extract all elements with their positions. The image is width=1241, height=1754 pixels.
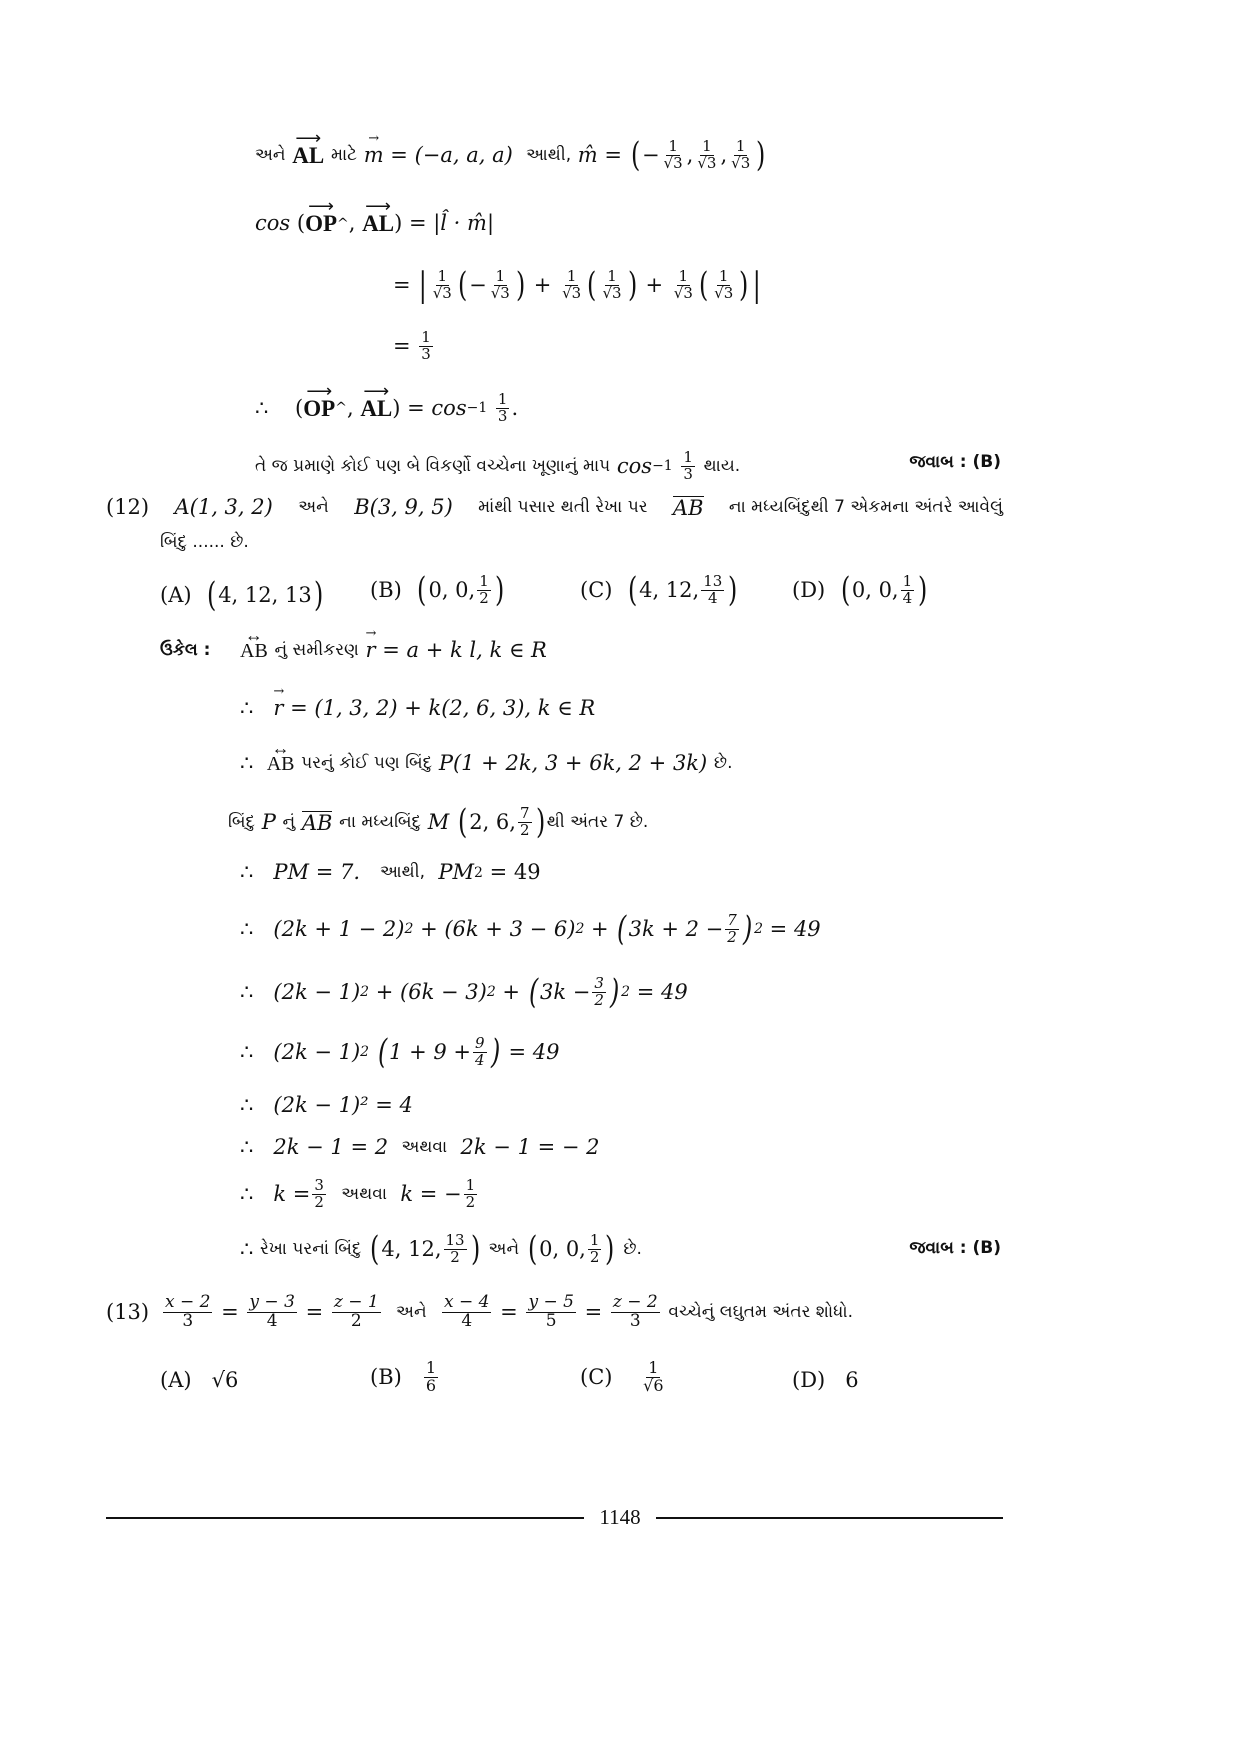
footer-rule-right [656,1517,1003,1519]
q12-solution-line1: ઉકેલ : ↔ AB નું સમીકરણ → r = a + k l, k ∈ R [160,624,547,662]
q13-option-d: (D) 6 [792,1368,859,1392]
q12-step4: બિંદુ P નું AB ના મધ્યબિંદુ M ( 2, 6, $\frac{7}{2}$ ) થી અંતર 7 છે. [228,802,649,842]
q12-step5: ∴ PM = 7. આથી, PM 2 = 49 [240,860,541,884]
q12-step3: ∴ ↔ AB પરનું કોઈ પણ બિંદુ P(1 + 2k, 3 + 6k, 2 + 3k) છે. [240,737,733,775]
q13-option-c: (C) $\frac{1}{√6}$ [580,1358,664,1395]
q13-option-a: (A) √6 [160,1368,239,1392]
line-conclusion: તે જ પ્રમાણે કોઈ પણ બે વિકર્ણો વચ્ચેના ખૂણાનું માપ cos −1 $\frac{1}{3}$ થાય. [255,448,741,483]
q12-step7: ∴ (2k − 1) 2 + (6k − 3) 2 + ( 3k − $\frac{3}{2}$ ) 2 = 49 [240,972,688,1012]
answer-q12: જવાબ : (B) [909,1238,1001,1258]
q13-line1: (13) $\frac{x - 2}{3}$ = $\frac{y - 3}{4}$ = $\frac{z - 1}{2}$ અને $\frac{x - 4}{4}$ = $\frac{y - 5}{5}$ = $\frac{z - 2}{3}$ વચ્ચેનું લઘુતમ અંતર શોધો. [106,1292,854,1331]
q12-step11: ∴ k = $\frac{3}{2}$ અથવા k = − $\frac{1}{2}$ [240,1176,476,1211]
q12-option-b: (B) ( 0, 0, $\frac{1}{2}$ ) [370,570,505,610]
answer-prev: જવાબ : (B) [909,452,1001,472]
line-one-third: = $\frac{1}{3}$ [393,328,431,363]
line-dot-product: = | $\frac{1}{√3}$ ( − $\frac{1}{√3}$ ) + $\frac{1}{√3}$ ( $\frac{1}{√3}$ ) + $\frac{1}{√3}$ ( $\frac{1}{√3}$ ) | [393,265,761,305]
q12-step9: ∴ (2k − 1)² = 4 [240,1093,413,1117]
q12-option-a: (A) ( 4, 12, 13 ) [160,575,323,615]
q12-step12: ∴ રેખા પરનાં બિંદુ ( 4, 12, $\frac{13}{2}$ ) અને ( 0, 0, $\frac{1}{2}$ ) છે. [240,1229,642,1269]
line-al-direction: અને ⟶ AL માટે → m = (−a, a, a) આથી, m̂ = ( − $\frac{1}{√3}$ , $\frac{1}{√3}$ , $\frac{1}{√3}$ ) [255,127,766,175]
line-cos-angle: cos ( ⟶ OP ^ , ⟶ AL ) = |l̂ · m̂| [255,196,495,236]
q12-line2: બિંદુ ...... છે. [160,532,249,552]
vector-al: ⟶ AL [292,127,325,168]
footer-rule-left [106,1517,584,1519]
q12-option-c: (C) ( 4, 12, $\frac{13}{4}$ ) [580,570,738,610]
q13-number: (13) [106,1299,150,1324]
q12-step6: ∴ (2k + 1 − 2) 2 + (6k + 3 − 6) 2 + ( 3k + 2 − $\frac{7}{2}$ ) 2 = 49 [240,909,821,949]
q12-line1: (12) A(1, 3, 2) અને B(3, 9, 5) માંથી પસાર થતી રેખા પર AB ના મધ્યબિંદુથી 7 એકમના અંતરે આવેલું [106,495,1003,520]
q13-option-b: (B) $\frac{1}{6}$ [370,1358,437,1395]
page-number: 1148 [599,1505,641,1529]
line-therefore-angle: ∴ ( ⟶ OP ^ , ⟶ AL ) = cos −1 $\frac{1}{3}$ . [255,380,519,425]
q12-option-d: (D) ( 0, 0, $\frac{1}{4}$ ) [792,570,928,610]
q12-step2: ∴ → r = (1, 3, 2) + k(2, 6, 3), k ∈ R [240,684,596,720]
q12-step10: ∴ 2k − 1 = 2 અથવા 2k − 1 = − 2 [240,1135,600,1159]
q12-step8: ∴ (2k − 1) 2 ( 1 + 9 + $\frac{9}{4}$ ) = 49 [240,1032,560,1072]
q12-number: (12) [106,495,150,519]
